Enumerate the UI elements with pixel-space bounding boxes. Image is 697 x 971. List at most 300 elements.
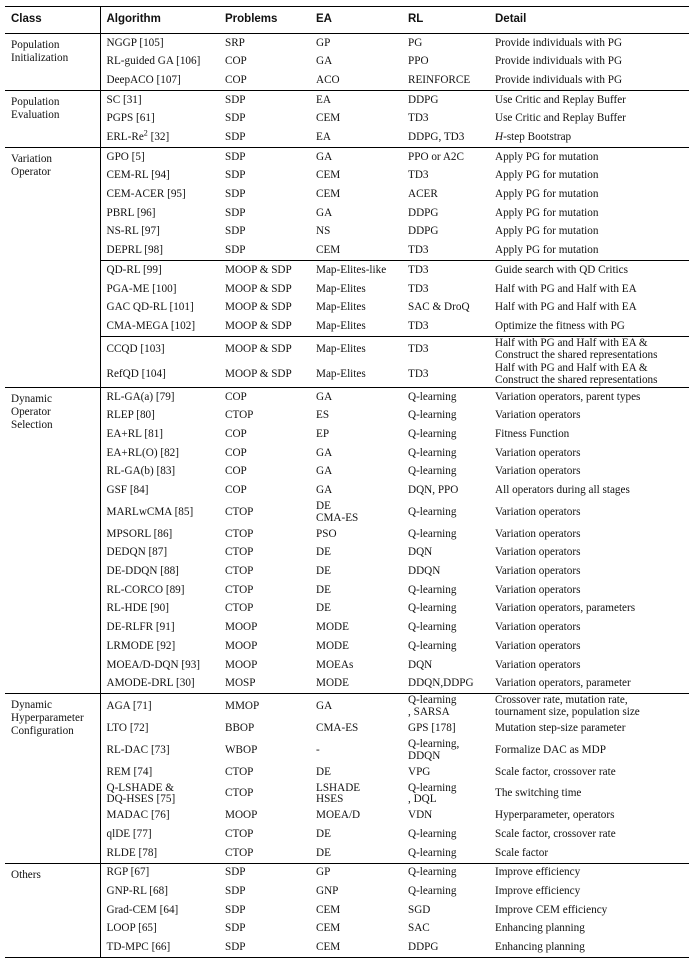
algorithm-cell	[100, 110, 219, 129]
algorithm-cell	[100, 388, 219, 407]
class-label-line: Initialization	[11, 52, 69, 64]
algorithm-name: SC [31]	[106, 93, 142, 106]
rl-cell: TD3	[408, 169, 429, 182]
algorithm-cell	[100, 186, 219, 205]
ea-cell: GA	[316, 446, 333, 459]
algorithm-cell	[100, 53, 219, 72]
ea-cell: GA	[316, 55, 333, 68]
algorithm-cell	[100, 261, 219, 280]
problems-cell: BBOP	[225, 721, 255, 734]
rl-cell	[402, 782, 489, 807]
rl-cell: TD3	[408, 112, 429, 125]
problems-cell: SDP	[225, 206, 246, 219]
problems-cell: CTOP	[225, 827, 254, 840]
ea-cell: EP	[316, 427, 330, 440]
table-row	[5, 299, 689, 318]
algorithm-cell	[100, 901, 219, 920]
algorithm-name: MARLwCMA [85]	[106, 505, 194, 518]
table-row	[5, 600, 689, 619]
algorithm-name: RL-CORCO [89]	[106, 583, 185, 596]
problems-cell: CTOP	[225, 602, 254, 615]
table-row	[5, 110, 689, 129]
rl-cell: SAC & DroQ	[408, 301, 470, 314]
ea-cell: CEM	[316, 903, 341, 916]
algorithm-cell	[100, 782, 219, 807]
table-row	[5, 544, 689, 563]
detail-cell: Apply PG for mutation	[495, 188, 599, 201]
algorithm-cell	[100, 444, 219, 463]
detail-line: Half with PG and Half with EA &	[495, 337, 648, 349]
problems-cell: SDP	[225, 225, 246, 238]
rl-cell: PG	[402, 34, 489, 53]
table-row	[5, 444, 689, 463]
problems-cell: SDP	[225, 244, 246, 257]
algorithm-cell	[100, 600, 219, 619]
ea-cell	[310, 782, 402, 807]
algorithm-cell	[100, 280, 219, 299]
algorithm-name: LRMODE [92]	[106, 639, 176, 652]
problems-cell: SDP	[225, 112, 246, 125]
detail-cell: Variation operators, parameters	[495, 602, 636, 615]
detail-cell: The switching time	[495, 787, 582, 800]
algorithm-cell	[100, 242, 219, 261]
algorithm-name: EA+RL(O) [82]	[106, 446, 179, 459]
problems-cell: MOOP & SDP	[219, 261, 310, 280]
table-header-row	[5, 7, 689, 34]
detail-cell: Scale factor, crossover rate	[495, 827, 616, 840]
ea-cell: CEM	[316, 112, 341, 125]
rl-line: Q-learning	[408, 694, 457, 707]
ea-line: LSHADE	[316, 781, 361, 794]
detail-cell: Variation operators	[495, 465, 581, 478]
algorithm-name: RLEP [80]	[106, 409, 155, 422]
table-row	[5, 425, 689, 444]
detail-cell: Improve efficiency	[489, 863, 689, 882]
problems-cell: CTOP	[225, 565, 254, 578]
table-row	[5, 242, 689, 261]
ea-cell: CEM	[316, 244, 341, 257]
algorithm-cell	[100, 167, 219, 186]
algorithm-cell	[100, 463, 219, 482]
problems-cell: MOOP & SDP	[225, 319, 292, 332]
rl-cell: Q-learning	[408, 427, 457, 440]
table-row	[5, 388, 689, 407]
detail-line: Construct the shared representations	[495, 348, 658, 361]
table-row	[5, 71, 689, 90]
table-row	[5, 148, 689, 167]
table-row	[5, 882, 689, 901]
problems-cell: COP	[225, 73, 247, 86]
rl-cell: Q-learning	[408, 885, 457, 898]
ea-line: HSES	[316, 793, 344, 806]
problems-cell: SDP	[225, 885, 246, 898]
ea-cell: CEM	[316, 188, 341, 201]
detail-cell: Half with PG and Half with EA	[495, 301, 637, 314]
detail-cell: Provide individuals with PG	[495, 55, 623, 68]
rl-cell: DDPG	[408, 206, 439, 219]
table-row	[5, 825, 689, 844]
ea-cell: CMA-ES	[316, 721, 359, 734]
ea-cell: Map-Elites	[310, 337, 402, 363]
rl-cell: Q-learning	[402, 388, 489, 407]
problems-cell: CTOP	[225, 583, 254, 596]
algorithm-cell	[100, 619, 219, 638]
detail-cell: Hyperparameter, operators	[495, 809, 615, 822]
algorithm-name: MOEA/D-DQN [93]	[106, 658, 201, 671]
class-label-line: Operator	[11, 406, 51, 418]
rl-cell: TD3	[402, 337, 489, 363]
table-body	[5, 34, 689, 958]
algorithm-name: CEM-RL [94]	[106, 169, 170, 182]
detail-cell: Formalize DAC as MDP	[495, 743, 606, 756]
problems-cell: CTOP	[225, 765, 254, 778]
table-row	[5, 204, 689, 223]
table-row	[5, 337, 689, 363]
algorithm-cell	[100, 91, 219, 110]
detail-cell: Variation operators	[495, 639, 581, 652]
algorithm-name: GPO [5]	[106, 150, 145, 163]
detail-cell: Optimize the fitness with PG	[495, 319, 625, 332]
ea-line: DE	[316, 500, 331, 513]
rl-cell: DDPG, TD3	[408, 131, 465, 144]
algorithm-name: TD-MPC [66]	[106, 941, 171, 954]
detail-cell: Use Critic and Replay Buffer	[489, 91, 689, 110]
detail-cell: Mutation step-size parameter	[495, 721, 626, 734]
algorithm-name: PBRL [96]	[106, 206, 156, 219]
problems-cell: COP	[225, 427, 247, 440]
problems-cell: CTOP	[225, 505, 254, 518]
problems-cell: MOOP & SDP	[225, 301, 292, 314]
algorithm-table	[5, 6, 689, 958]
algorithm-name: DE-DDQN [88]	[106, 565, 179, 578]
algorithm-cell	[100, 563, 219, 582]
algorithm-cell	[100, 581, 219, 600]
class-label-line: Selection	[11, 419, 53, 431]
ea-cell: PSO	[316, 527, 337, 540]
problems-cell: MMOP	[219, 694, 310, 720]
algorithm-name: PGA-ME [100]	[106, 282, 177, 295]
table-row	[5, 261, 689, 280]
table-row	[5, 782, 689, 807]
class-label-line: Configuration	[11, 725, 74, 738]
algorithm-cell	[100, 939, 219, 958]
class-label-line: Dynamic	[11, 699, 53, 712]
table-row	[5, 920, 689, 939]
rl-cell: DQN, PPO	[408, 484, 459, 497]
algorithm-name: REM [74]	[106, 765, 153, 778]
algorithm-name: GNP-RL [68]	[106, 885, 168, 898]
problems-cell: SRP	[219, 34, 310, 53]
algorithm-name: AMODE-DRL [30]	[106, 677, 195, 690]
algorithm-ref: [32]	[147, 131, 170, 144]
detail-cell: Provide individuals with PG	[495, 73, 623, 86]
rl-cell	[402, 694, 489, 720]
algorithm-cell	[100, 407, 219, 426]
rl-cell: PPO or A2C	[402, 148, 489, 167]
rl-cell: Q-learning	[408, 827, 457, 840]
ea-cell: CEM	[316, 922, 341, 935]
detail-cell	[489, 128, 689, 147]
algorithm-name: EA+RL [81]	[106, 427, 164, 440]
table-row	[5, 317, 689, 336]
ea-cell: GP	[310, 863, 402, 882]
detail-cell: Apply PG for mutation	[495, 225, 599, 238]
detail-cell: Scale factor, crossover rate	[495, 765, 616, 778]
table-row	[5, 719, 689, 738]
rl-cell: DDQN	[408, 565, 441, 578]
ea-cell: ACO	[316, 73, 340, 86]
class-cell	[5, 863, 100, 957]
algorithm-cell	[100, 844, 219, 863]
detail-cell: Apply PG for mutation	[489, 148, 689, 167]
ea-cell: GNP	[316, 885, 339, 898]
algorithm-cell	[100, 920, 219, 939]
rl-cell: TD3	[408, 367, 429, 380]
rl-cell: REINFORCE	[408, 73, 471, 86]
ea-cell: Map-Elites	[316, 282, 366, 295]
algorithm-name: MADAC [76]	[106, 809, 170, 822]
detail-cell: All operators during all stages	[495, 484, 630, 497]
problems-cell: MOOP & SDP	[219, 337, 310, 363]
table-row	[5, 91, 689, 110]
problems-cell: MOOP	[225, 621, 258, 634]
rl-cell: Q-learning	[408, 527, 457, 540]
class-label-line: Variation	[11, 153, 53, 166]
algorithm-name: NGGP [105]	[106, 36, 164, 49]
detail-cell: Variation operators	[495, 658, 581, 671]
ea-cell: DE	[316, 546, 331, 559]
algorithm-cell	[100, 71, 219, 90]
problems-cell: WBOP	[225, 743, 258, 756]
ea-cell: DE	[316, 846, 331, 859]
rl-cell: VPG	[408, 765, 431, 778]
detail-cell: Variation operators	[495, 546, 581, 559]
rl-cell: Q-learning	[408, 602, 457, 615]
table-row	[5, 807, 689, 826]
rl-line: Q-learning,	[408, 738, 460, 750]
table-row	[5, 738, 689, 763]
algorithm-name: GAC QD-RL [101]	[106, 301, 194, 314]
algorithm-cell	[100, 223, 219, 242]
detail-cell: Variation operators	[495, 621, 581, 634]
ea-cell: GA	[310, 388, 402, 407]
problems-cell: MOOP & SDP	[225, 282, 292, 295]
problems-cell: CTOP	[225, 527, 254, 540]
rl-cell: PPO	[408, 55, 429, 68]
ea-cell: MOEAs	[316, 658, 354, 671]
detail-line: Crossover rate, mutation rate,	[495, 694, 628, 707]
detail-line: Construct the shared representations	[495, 373, 658, 386]
table-row	[5, 581, 689, 600]
algorithm-name: RL-GA(a) [79]	[106, 390, 175, 403]
class-cell	[5, 91, 100, 148]
algorithm-name: Grad-CEM [64]	[106, 903, 179, 916]
class-label-line: Hyperparameter	[11, 712, 84, 725]
table-row	[5, 525, 689, 544]
algorithm-name: qlDE [77]	[106, 827, 152, 840]
algorithm-line: DQ-HSES [75]	[106, 793, 176, 806]
rl-cell: Q-learning	[408, 505, 457, 518]
table-row	[5, 656, 689, 675]
ea-cell: MOEA/D	[316, 809, 361, 822]
header-detail: Detail	[489, 7, 689, 34]
problems-cell: SDP	[219, 148, 310, 167]
detail-cell: Enhancing planning	[495, 922, 585, 935]
ea-cell: Map-Elites-like	[310, 261, 402, 280]
detail-cell: Variation operators	[495, 527, 581, 540]
algorithm-name: RL-HDE [90]	[106, 602, 169, 615]
algorithm-name: PGPS [61]	[106, 112, 155, 125]
detail-cell: Half with PG and Half with EA	[495, 282, 637, 295]
class-label-line: Dynamic	[11, 393, 53, 405]
rl-cell: Q-learning	[408, 846, 457, 859]
detail-cell: Variation operators	[495, 409, 581, 422]
ea-cell: CEM	[316, 169, 341, 182]
detail-cell	[489, 362, 689, 388]
algorithm-name: DEDQN [87]	[106, 546, 168, 559]
problems-cell: COP	[225, 55, 247, 68]
rl-cell: VDN	[408, 809, 433, 822]
algorithm-cell	[100, 719, 219, 738]
algorithm-cell	[100, 299, 219, 318]
rl-cell: TD3	[408, 282, 429, 295]
problems-cell: MOSP	[225, 677, 256, 690]
detail-cell: Improve efficiency	[495, 885, 581, 898]
ea-cell: ES	[316, 409, 330, 422]
algorithm-name: MPSORL [86]	[106, 527, 173, 540]
problems-cell: MOOP	[225, 658, 258, 671]
ea-line: CMA-ES	[316, 511, 359, 524]
problems-cell: MOOP	[225, 639, 258, 652]
rl-cell: SAC	[408, 922, 430, 935]
ea-cell: DE	[316, 583, 331, 596]
algorithm-name: CCQD [103]	[106, 342, 165, 355]
ea-cell: GA	[316, 206, 333, 219]
problems-cell: SDP	[225, 922, 246, 935]
detail-cell: Enhancing planning	[489, 939, 689, 958]
rl-line: Q-learning	[408, 781, 457, 794]
class-cell	[5, 694, 100, 863]
table-row	[5, 619, 689, 638]
rl-cell: Q-learning	[408, 639, 457, 652]
algorithm-cell	[100, 882, 219, 901]
table-row	[5, 500, 689, 525]
algorithm-cell	[100, 317, 219, 336]
rl-cell: DQN	[408, 658, 433, 671]
table-row	[5, 939, 689, 958]
algorithm-name: QD-RL [99]	[106, 263, 162, 276]
detail-cell: Use Critic and Replay Buffer	[495, 112, 626, 125]
rl-cell: Q-learning	[408, 409, 457, 422]
rl-cell: Q-learning	[408, 621, 457, 634]
ea-cell: DE	[316, 765, 331, 778]
rl-line: , DQL	[408, 793, 437, 806]
ea-cell: CEM	[310, 939, 402, 958]
table-row	[5, 563, 689, 582]
table-row	[5, 362, 689, 388]
algorithm-line: Q-LSHADE &	[106, 781, 174, 794]
detail-line: tournament size, population size	[495, 705, 640, 718]
header-problems: Problems	[219, 7, 310, 34]
ea-cell: DE	[316, 827, 331, 840]
table-row	[5, 675, 689, 694]
problems-cell: CTOP	[225, 409, 254, 422]
ea-cell: GA	[310, 148, 402, 167]
table-row	[5, 844, 689, 863]
rl-cell: DQN	[408, 546, 433, 559]
ea-cell: DE	[316, 565, 331, 578]
problems-cell: SDP	[219, 863, 310, 882]
class-label-line: Population	[11, 96, 60, 109]
detail-cell	[489, 337, 689, 363]
ea-cell: Map-Elites	[316, 301, 366, 314]
algorithm-cell	[100, 825, 219, 844]
detail-cell: Variation operators	[495, 446, 581, 459]
detail-cell: Improve CEM efficiency	[495, 903, 608, 916]
detail-cell: Variation operators	[495, 505, 581, 518]
algorithm-name: LTO [72]	[106, 721, 149, 734]
algorithm-cell	[100, 525, 219, 544]
problems-cell: SDP	[225, 903, 246, 916]
algorithm-cell	[100, 544, 219, 563]
detail-cell: Fitness Function	[495, 427, 570, 440]
algorithm-cell	[100, 148, 219, 167]
rl-cell: DDPG	[402, 939, 489, 958]
algorithm-cell	[100, 204, 219, 223]
rl-cell: ACER	[408, 188, 438, 201]
algorithm-name: RL-DAC [73]	[106, 743, 170, 756]
problems-cell: MOOP	[225, 809, 258, 822]
rl-cell: TD3	[408, 244, 429, 257]
algorithm-name: GSF [84]	[106, 484, 149, 497]
algorithm-cell	[100, 128, 219, 147]
table-row	[5, 763, 689, 782]
table-row	[5, 863, 689, 882]
ea-cell: NS	[316, 225, 331, 238]
algorithm-name: DeepACO [107]	[106, 73, 181, 86]
table-row	[5, 53, 689, 72]
rl-cell: SGD	[408, 903, 431, 916]
problems-cell: CTOP	[225, 546, 254, 559]
detail-cell: Variation operators	[495, 565, 581, 578]
algorithm-name: RGP [67]	[106, 866, 150, 879]
detail-cell: Scale factor	[495, 846, 549, 859]
algorithm-cell	[100, 337, 219, 363]
rl-cell: TD3	[402, 261, 489, 280]
ea-cell	[310, 500, 402, 525]
table-row	[5, 223, 689, 242]
algorithm-cell	[100, 738, 219, 763]
algorithm-name: RL-guided GA [106]	[106, 55, 201, 68]
algorithm-name: CMA-MEGA [102]	[106, 319, 196, 332]
ea-cell: GA	[310, 694, 402, 720]
algorithm-cell	[100, 425, 219, 444]
detail-cell: Provide individuals with PG	[489, 34, 689, 53]
table-row	[5, 186, 689, 205]
header-rl: RL	[402, 7, 489, 34]
detail-cell: Variation operators	[495, 583, 581, 596]
ea-cell: GA	[316, 484, 333, 497]
class-label-line: Population	[11, 39, 60, 51]
algorithm-cell	[100, 637, 219, 656]
class-cell	[5, 148, 100, 388]
ea-cell: EA	[310, 91, 402, 110]
class-label-line: Evaluation	[11, 109, 60, 122]
problems-cell: COP	[219, 388, 310, 407]
problems-cell: SDP	[225, 131, 246, 144]
table-row	[5, 128, 689, 147]
algorithm-name: RL-GA(b) [83]	[106, 465, 176, 478]
